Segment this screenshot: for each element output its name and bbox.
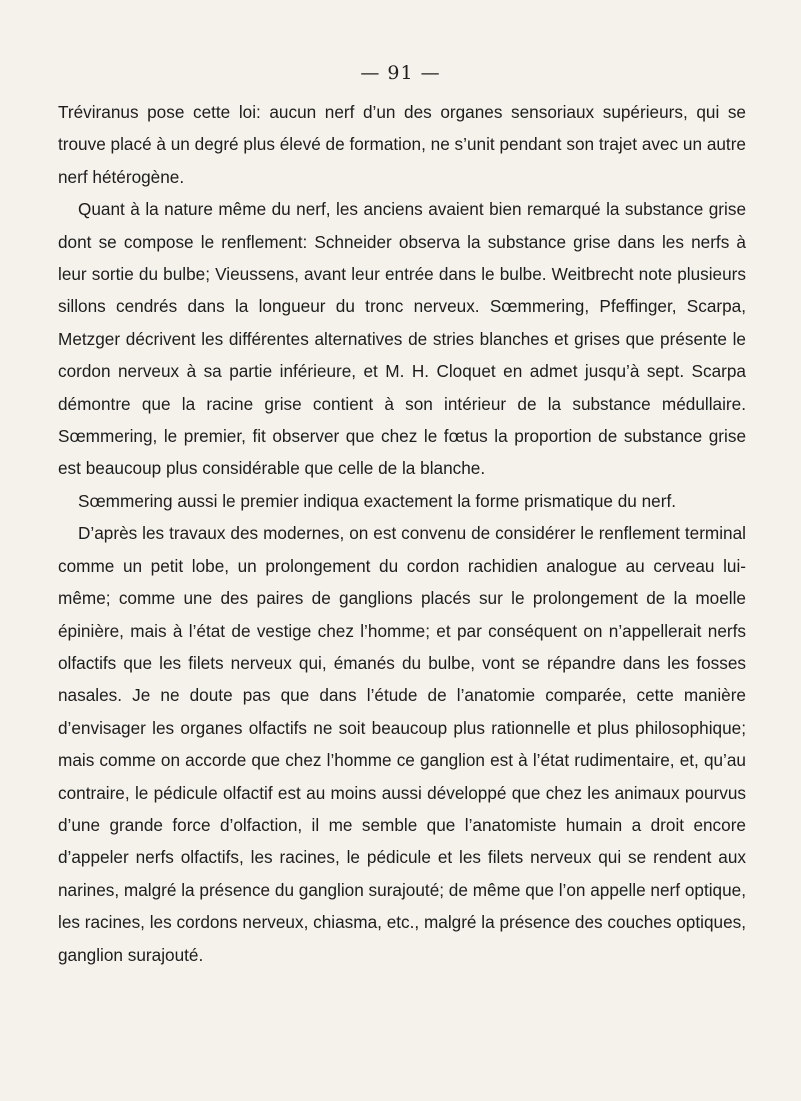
paragraph: Quant à la nature même du nerf, les anciens avaient bien remarqué la substance grise dont se compose le renflement: Schneider observa la substance grise dans les nerfs à leur sortie du bulbe; Vieussens, avant leur entrée dans le bulbe. Weitbrecht note plusieurs sillons cendrés dans la longueur du tronc nerveux. Sœmmering, Pfeffinger, Scarpa, Metzger décrivent les différentes alternatives de stries blanches et grises que présente le cordon nerveux à sa partie inférieure, et M. H. Cloquet en admet jusqu’à sept. Scarpa démontre que la racine grise contient à son intérieur de la substance médullaire. Sœmmering, le premier, fit observer que chez le fœtus la proportion de substance grise est beaucoup plus considérable que celle de la blanche. [58,199,746,479]
paragraph: D’après les travaux des modernes, on est convenu de considérer le renflement terminal comme un petit lobe, un prolongement du cordon rachidien analogue au cerveau lui-même; comme une des paires de ganglions placés sur le prolongement de la moelle épinière, mais à l’état de vestige chez l’homme; et par conséquent on n’appellerait nerfs olfactifs que les filets nerveux qui, émanés du bulbe, vont se répandre dans les fosses nasales. Je ne doute pas que dans l’étude de l’anatomie comparée, cette manière d’envisager les organes olfactifs ne soit beaucoup plus rationnelle et plus philosophique; mais comme on accorde que chez l’homme ce ganglion est à l’état rudimentaire, et, qu’au contraire, le pédicule olfactif est au moins aussi développé que chez les animaux pourvus d’une grande force d’olfaction, il me semble que l’anatomiste humain a droit encore d’appeler nerfs olfactifs, les racines, le pédicule et les filets nerveux qui se rendent aux narines, malgré la présence du ganglion surajouté; de même que l’on appelle nerf optique, les racines, les cordons nerveux, chiasma, etc., malgré la présence des couches optiques, ganglion surajouté. [58,523,746,965]
paragraph: Tréviranus pose cette loi: aucun nerf d’un des organes sensoriaux supérieurs, qui se trouve placé à un degré plus élevé de formation, ne s’unit pendant son trajet avec un autre nerf hétérogène. [58,102,746,187]
page-number: — 91 — [360,62,441,84]
body-text [58,96,746,971]
paragraph: Sœmmering aussi le premier indiqua exactement la forme prismatique du nerf. [78,490,676,511]
